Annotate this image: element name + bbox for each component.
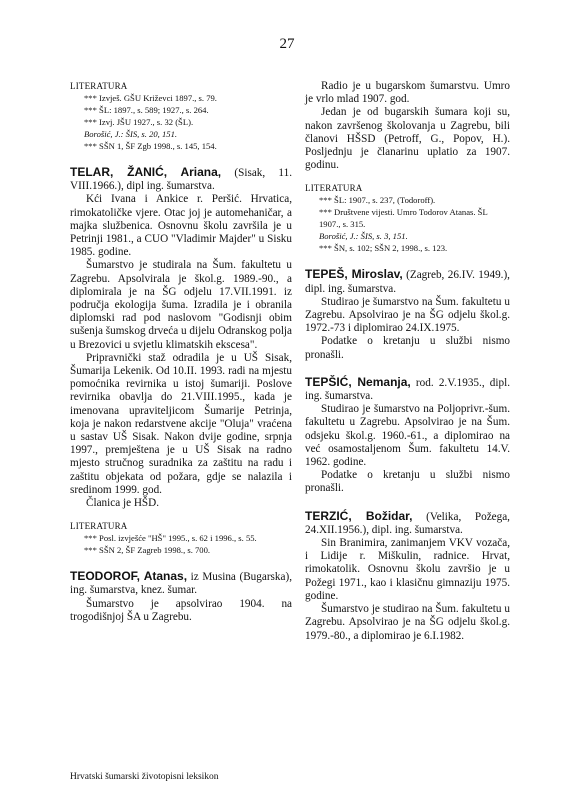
literature-line: *** ŠL: 1897., s. 589; 1927., s. 264.: [84, 105, 209, 115]
entry-paragraph: Studirao je šumarstvo na Poljoprivr.-šum. fakultetu u Zagrebu. Apsolvirao je na Šum. odsjeku škol.g. 1960.-61., a diplomirao na već osamostaljenom Šum. fakultetu 14.V. 1962. godine.: [305, 403, 510, 469]
literature-line: *** Društvene vijesti. Umro Todorov Atanas. ŠL 1907., s. 315.: [319, 207, 488, 230]
literature-heading: LITERATURA: [305, 183, 363, 194]
entry-head-text: iz Musina (Bugarska), ing. šumarstva, knez. šumar.: [70, 571, 292, 597]
entry-paragraph: Kći Ivana i Ankice r. Peršić. Hrvatica, rimokatoličke vjere. Otac joj je automehaničar, a majka službenica. Osnovnu školu završila je u Petrinji 1981., a CUO "Vladimir Majder" u Sisku 1985. godine.: [70, 193, 292, 259]
entry-paragraph: Podatke o kretanju u službi nismo pronašli.: [305, 469, 510, 495]
entry-head-text: (Sisak, 11. VIII.1966.), dipl ing. šumarstva.: [70, 167, 292, 193]
literature-line: *** ŠL: 1907., s. 237, (Todoroff).: [319, 195, 436, 206]
entry-name: TELAR, ŽANIĆ, Ariana,: [70, 165, 222, 179]
right-column: [305, 80, 510, 643]
literature-line: *** Izvj. JŠU 1927., s. 32 (ŠL).: [84, 117, 194, 127]
entry-paragraph: Radio je u bugarskom šumarstvu. Umro je vrlo mlad 1907. god.: [305, 80, 510, 106]
entry-paragraph: Šumarstvo je studirao na Šum. fakultetu u Zagrebu. Apsolvirao je na ŠG odjelu škol.g. 1979.-80., a diplomirao je 6.I.1982.: [305, 603, 510, 642]
entry-telar: [70, 166, 292, 510]
entry-paragraph: Sin Branimira, zanimanjem VKV vozača, i Lidije r. Miškulin, radnice. Hrvat, rimokatolik. Osnovnu školu završio je u Požegi 1971., kao i klasičnu gimnaziju 1975. godine.: [305, 537, 510, 602]
literature-heading: LITERATURA: [70, 521, 128, 532]
entry-name: TEPEŠ, Miroslav,: [305, 267, 403, 282]
entry-name: TEODOROF, Atanas,: [70, 569, 188, 584]
entry-head-text: rod. 2.V.1935., dipl. ing. šumarstva.: [305, 376, 510, 403]
entry-paragraph: Podatke o kretanju u službi nismo pronašli.: [305, 335, 510, 361]
entry-paragraph: Pripravnički staž odradila je u UŠ Sisak, Šumarija Lekenik. Od 10.II. 1993. radi na mjestu pomoćnika revirnika u istoj šumariji. Poslove revirnika obavlja do 21.VIII.1995., kada je imenovana upraviteljicom Šumarije Petrinja, koja je nakon redarstvene akcije "Oluja" vraćena u sastav UŠ Sisak. Nakon dvije godine, srpnja 1997., premještena je u UŠ Sisak na radno mjesto stručnog suradnika za zaštitu na radu i zaštitu objekata od požara, gdje se nalazila i sredinom 1999. god.: [70, 351, 292, 496]
page-number: 27: [279, 36, 295, 52]
literature-heading: LITERATURA: [70, 81, 128, 91]
literature-line: Borošić, J.: ŠIS, s. 3, 151.: [319, 231, 408, 242]
literature-line: *** SŠN 1, ŠF Zgb 1998., s. 145, 154.: [84, 141, 217, 151]
entry-paragraph: Članica je HŠD.: [86, 497, 160, 510]
literature-block: [70, 520, 292, 556]
left-column: [70, 80, 292, 624]
literature-line: Borošić, J.: ŠIS, s. 20, 151.: [84, 129, 178, 139]
literature-block: [70, 80, 292, 152]
entry-head-text: (Velika, Požega, 24.XII.1956.), dipl. ing. šumarstva.: [305, 510, 510, 536]
entry-teodorof-continued: [305, 80, 510, 172]
entry-teodorof: [70, 570, 292, 624]
literature-block: [305, 182, 510, 254]
entry-name: TEPŠIĆ, Nemanja,: [305, 374, 411, 389]
entry-paragraph: Jedan je od bugarskih šumara koji su, nakon završenog školovanja u Zagrebu, bili članovi HŠSD (Petroff, G., Popov, H.). Posljednju je članarinu uplatio za 1907. godinu.: [305, 106, 510, 172]
entry-tepsic: [305, 376, 510, 496]
literature-line: *** SŠN 2, ŠF Zagreb 1998., s. 700.: [84, 545, 211, 556]
literature-line: *** Izvješ. GŠU Križevci 1897., s. 79.: [84, 93, 217, 103]
page-footer: Hrvatski šumarski životopisni leksikon: [70, 772, 219, 782]
entry-name: TERZIĆ, Božidar,: [305, 508, 413, 523]
literature-line: *** Posl. izvješće "HŠ" 1995., s. 62 i 1996., s. 55.: [84, 533, 257, 544]
entry-paragraph: Šumarstvo je studirala na Šum. fakultetu u Zagrebu. Apsolvirala je škol.g. 1989.-90., a diplomirala je na ŠG odjelu 17.VII.1991. iz područja ekologija šuma. Izradila je i obranila diplomski rad pod naslovom "Godisnji obim sušenja šumskog drveća u dijelu Odranskog polja u Brezovici u svjetlu klimatskih ekscesa".: [70, 259, 292, 351]
entry-paragraph: Šumarstvo je apsolvirao 1904. na trogodišnjoj ŠA u Zagrebu.: [70, 597, 292, 623]
entry-tepes: [305, 268, 510, 361]
literature-line: *** ŠN, s. 102; SŠN 2, 1998., s. 123.: [319, 243, 448, 254]
entry-head-text: (Zagreb, 26.IV. 1949.), dipl. ing. šumarstva.: [305, 269, 510, 295]
entry-terzic: [305, 510, 510, 643]
entry-paragraph: Studirao je šumarstvo na Šum. fakultetu u Zagrebu. Apsolvirao je na ŠG odjelu škol.g. 1972.-73 i diplomirao 24.IX.1975.: [305, 295, 510, 335]
